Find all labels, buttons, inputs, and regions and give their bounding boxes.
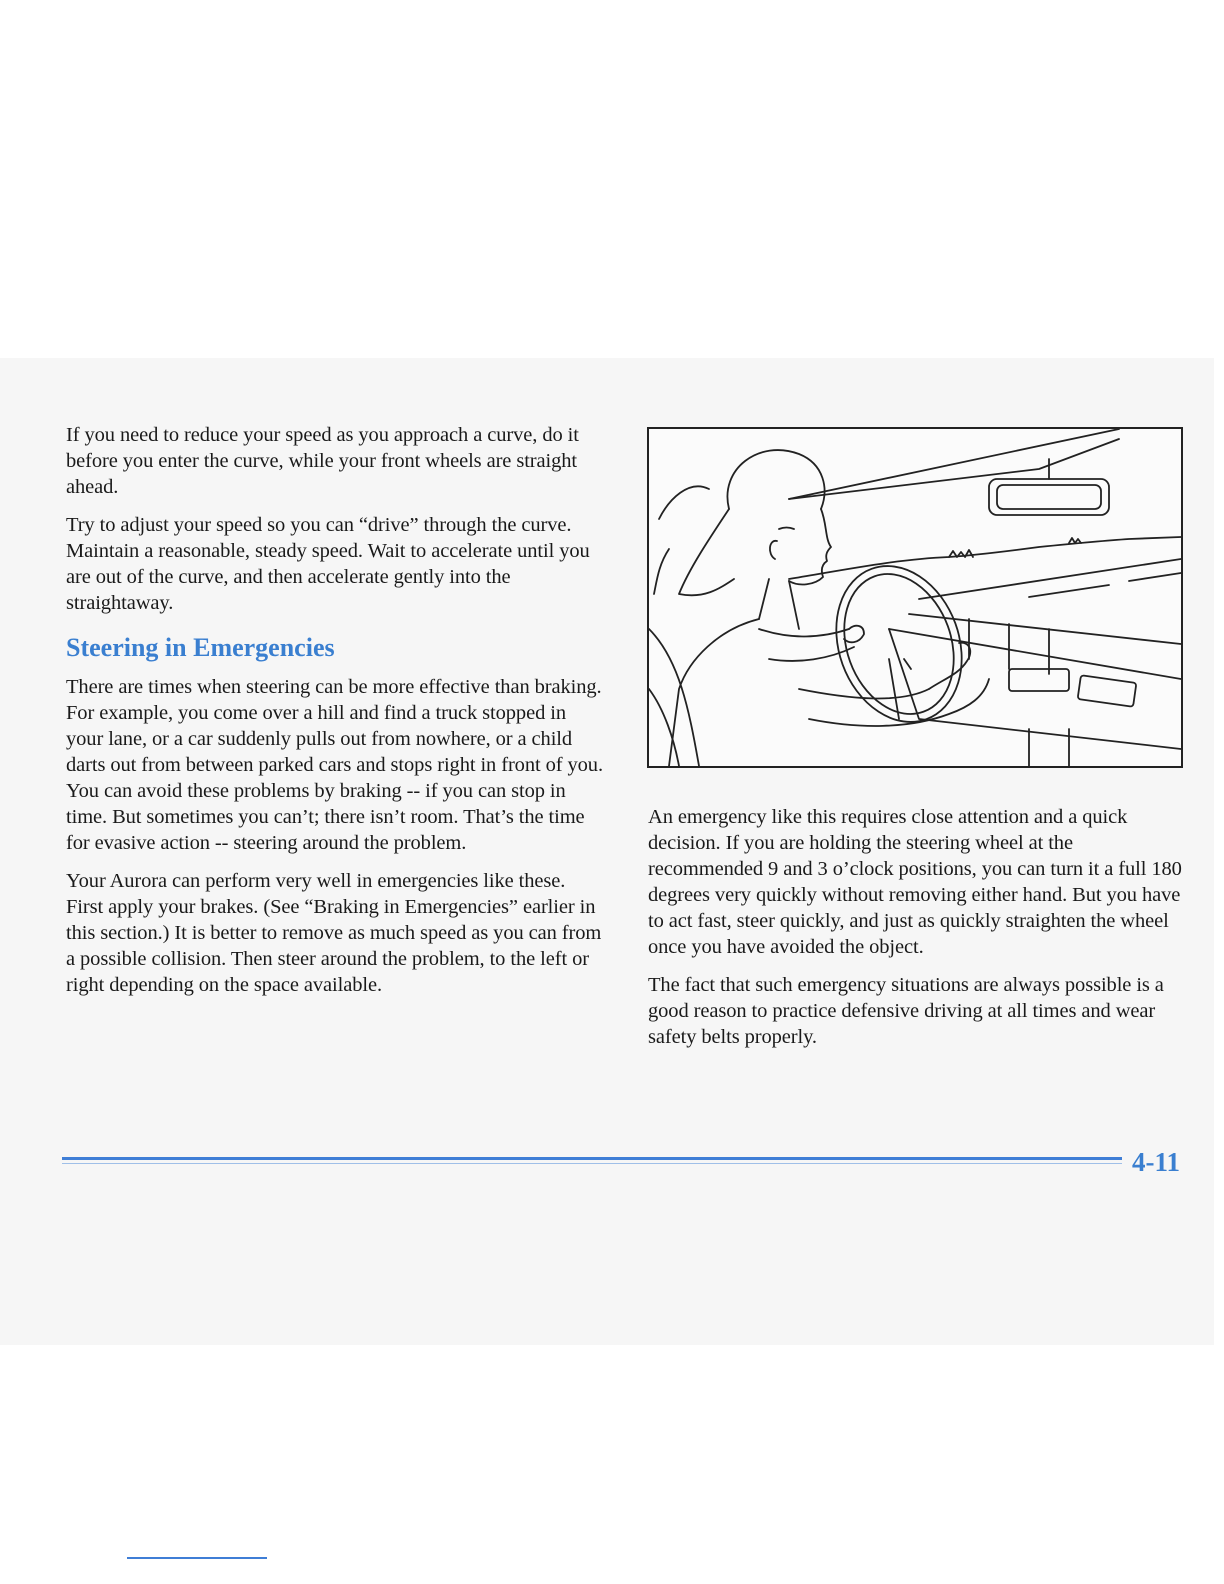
section-heading: Steering in Emergencies xyxy=(66,633,335,662)
driver-steering-illustration xyxy=(647,427,1183,768)
drive-through-curve-paragraph: Try to adjust your speed so you can “drive” through the curve. Maintain a reasonable, steady speed. Wait to accelerate until you are out of the curve, and then accelerate gently into the straightaway. xyxy=(66,514,590,614)
aurora-emergency-paragraph: Your Aurora can perform very well in emergencies like these. First apply your brakes. (See “Braking in Emergencies” earlier in this section.) It is better to remove as much speed as you can from a possible collision. Then steer around the problem, to the left or right depending on the space available. xyxy=(66,870,602,996)
steering-vs-braking-paragraph: There are times when steering can be more effective than braking. For example, you come over a hill and find a truck stopped in your lane, or a car suddenly pulls out from nowhere, or a child darts out from between parked cars and stops right in front of you. You can avoid these problems by braking -- if you can stop in time. But sometimes you can’t; there isn’t room. That’s the time for evasive action -- steering around the problem. xyxy=(66,676,603,854)
page-number: 4-11 xyxy=(1132,1147,1181,1177)
emergency-attention-paragraph: An emergency like this requires close attention and a quick decision. If you are holding the steering wheel at the recommended 9 and 3 o’clock positions, you can turn it a full 180 degrees very quickly without removing either hand. But you have to act fast, steer quickly, and just as quickly straighten the wheel once you have avoided the object. xyxy=(648,806,1182,958)
right-column xyxy=(648,804,1188,1062)
bottom-underline xyxy=(127,1557,267,1559)
footer-rule xyxy=(62,1157,1122,1160)
left-column xyxy=(66,422,606,1010)
defensive-driving-paragraph: The fact that such emergency situations are always possible is a good reason to practice defensive driving at all times and wear safety belts properly. xyxy=(648,974,1164,1048)
footer-rule-thin xyxy=(62,1163,1122,1164)
curve-speed-paragraph: If you need to reduce your speed as you approach a curve, do it before you enter the curve, while your front wheels are straight ahead. xyxy=(66,424,579,498)
